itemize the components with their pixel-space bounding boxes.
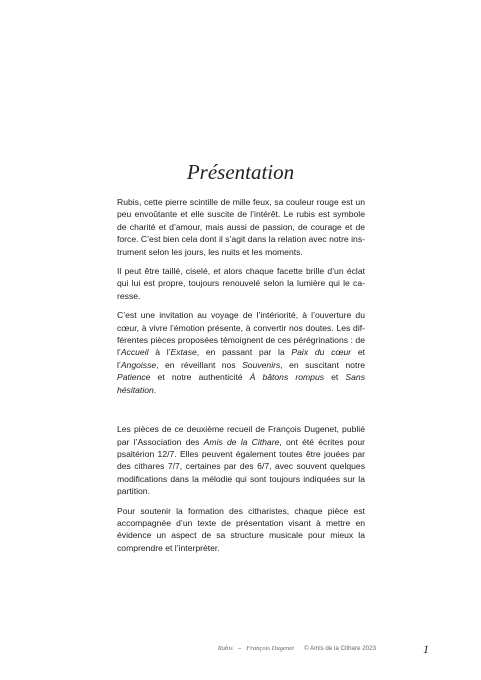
- text-run: et l’: [117, 347, 365, 370]
- italic-run: Amis de la Cithare: [203, 436, 280, 447]
- footer-separator: –: [237, 645, 242, 652]
- italic-run: Extase: [170, 347, 197, 358]
- italic-run: Patience: [117, 372, 151, 383]
- paragraph: [117, 196, 365, 258]
- paragraph: [117, 309, 365, 396]
- paragraph: [117, 423, 365, 497]
- page-title: Présentation: [186, 160, 295, 184]
- paragraph: [117, 505, 365, 555]
- footer-author: François Dugenet: [246, 645, 295, 652]
- text-run: Pour soutenir la formation des citharistes, chaque pièce est accompagnée d’un texte de présentation visant à mettre en évidence un aspect de sa structure musicale pour mieux la comprendre et l’interpréter.: [117, 505, 365, 553]
- text-run: à l’: [148, 347, 171, 358]
- text-run: , en suscitant notre: [280, 359, 365, 370]
- body-text: [117, 196, 365, 561]
- footer-book-title: Rubis: [217, 645, 233, 652]
- text-run: .: [153, 384, 157, 395]
- text-run: et notre authenticité: [150, 372, 250, 383]
- text-run: , en passant par la: [196, 347, 292, 358]
- text-run: Il peut être taillé, ciselé, et alors chaque facette brille d’un éclat qui lui est propre, toujours renouvelé selon la lumière qui le caresse.: [117, 266, 365, 301]
- footer-copyright: © Amis de la Cithare 2023: [304, 645, 376, 652]
- page-footer: [0, 643, 481, 657]
- italic-run: Angoisse: [120, 359, 157, 370]
- italic-run: Paix du cœur: [291, 347, 352, 358]
- italic-run: À bâtons rompus: [249, 372, 325, 383]
- paragraph: [117, 265, 365, 302]
- italic-run: Souvenirs: [242, 359, 281, 370]
- page-number: 1: [423, 642, 429, 656]
- footer-credits: [218, 645, 376, 652]
- text-run: , en réveillant nos: [156, 359, 243, 370]
- text-run: , ont été écrites pour psaltérion 12/7. Elles peuvent également toutes être jouées par des cithares 7/7, certaines par des 6/7, avec souvent quelques modifications dans la mélodie qui sont toujours indiquées sur la partition.: [117, 436, 365, 497]
- text-run: Les pièces de ce deuxième recueil de François Dugenet, publié par l’Association des: [117, 424, 365, 447]
- italic-run: Accueil: [120, 347, 149, 358]
- italic-run: Sans hésitation: [117, 372, 366, 395]
- text-run: Rubis, cette pierre scintille de mille feux, sa couleur rouge est un peu envoûtante et elle suscite de l’intérêt. Le rubis est symbole de charité et d’amour, mais aussi de passion, de courage et de force. C’est bien cela dont il s’agit dans la relation avec notre instrument selon les jours, les nuits et les moments.: [117, 197, 365, 257]
- text-run: et: [324, 372, 346, 383]
- text-run: C’est une invitation au voyage de l’intériorité, à l’ouverture du cœur, à vivre l’émotion présente, à convertir nos doutes. Les différentes pièces proposées témoignent de ces pérégrinations : de l’: [117, 310, 365, 358]
